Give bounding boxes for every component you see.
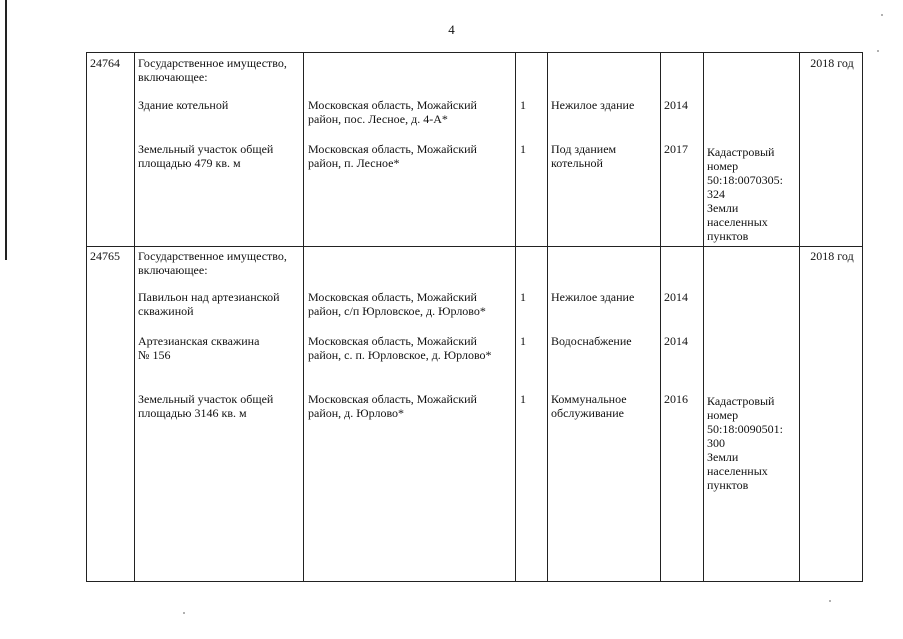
scan-edge-mark (5, 0, 7, 260)
record-id: 24764 (90, 56, 120, 70)
record-title: Государственное имущество, включающее: (138, 249, 287, 277)
column-divider (303, 53, 304, 581)
item-name: Здание котельной (138, 98, 229, 112)
item-address: Московская область, Можайский район, с. п. Юрловское, д. Юрлово* (308, 334, 492, 362)
column-divider (134, 53, 135, 581)
item-address: Московская область, Можайский район, с/п Юрловское, д. Юрлово* (308, 290, 486, 318)
column-divider (547, 53, 548, 581)
record-period: 2018 год (810, 56, 854, 70)
item-address: Московская область, Можайский район, д. Юрлово* (308, 392, 477, 420)
record-id: 24765 (90, 249, 120, 263)
item-quantity: 1 (520, 142, 526, 156)
item-quantity: 1 (520, 334, 526, 348)
item-address: Московская область, Можайский район, п. Лесное* (308, 142, 477, 170)
scan-speck (829, 600, 831, 602)
item-name: Земельный участок общей площадью 479 кв. м (138, 142, 274, 170)
item-type: Нежилое здание (551, 290, 635, 304)
item-type: Водоснабжение (551, 334, 632, 348)
column-divider (660, 53, 661, 581)
item-cadastral-note: Кадастровый номер 50:18:0090501: 300 Земли населенных пунктов (707, 394, 784, 492)
scan-speck (183, 612, 185, 614)
item-quantity: 1 (520, 98, 526, 112)
scan-speck (881, 14, 883, 16)
record-title: Государственное имущество, включающее: (138, 56, 287, 84)
item-type: Коммунальное обслуживание (551, 392, 627, 420)
item-year: 2014 (664, 98, 688, 112)
item-year: 2017 (664, 142, 688, 156)
item-name: Павильон над артезианской скважиной (138, 290, 280, 318)
item-year: 2014 (664, 290, 688, 304)
record-period: 2018 год (810, 249, 854, 263)
row-divider (87, 246, 862, 247)
column-divider (703, 53, 704, 581)
item-year: 2016 (664, 392, 688, 406)
column-divider (799, 53, 800, 581)
scan-speck (877, 50, 879, 52)
item-name: Земельный участок общей площадью 3146 кв. м (138, 392, 274, 420)
item-cadastral-note: Кадастровый номер 50:18:0070305: 324 Земли населенных пунктов (707, 145, 784, 243)
column-divider (515, 53, 516, 581)
item-type: Под зданием котельной (551, 142, 617, 170)
item-name: Артезианская скважина № 156 (138, 334, 260, 362)
item-address: Московская область, Можайский район, пос. Лесное, д. 4-А* (308, 98, 477, 126)
page-number: 4 (448, 22, 455, 37)
item-quantity: 1 (520, 392, 526, 406)
item-year: 2014 (664, 334, 688, 348)
item-type: Нежилое здание (551, 98, 635, 112)
item-quantity: 1 (520, 290, 526, 304)
property-registry-table (86, 52, 863, 582)
